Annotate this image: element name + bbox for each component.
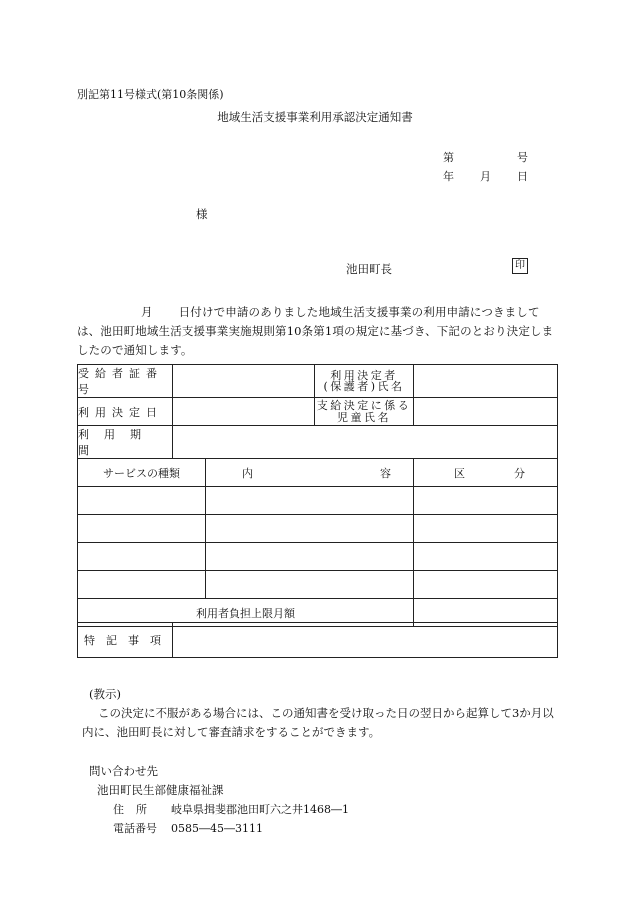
- decision-table: [77, 364, 558, 627]
- date-day: 日: [517, 170, 528, 183]
- table-row: [78, 515, 558, 543]
- date-month: 月: [480, 170, 491, 183]
- table-row: [78, 623, 558, 658]
- decision-date-label: 利用決定日: [78, 398, 173, 426]
- document-number-line: [443, 149, 528, 165]
- instruction-heading: (教示): [89, 687, 121, 701]
- address-label: 住所: [113, 803, 159, 816]
- seal-mark: 印: [512, 258, 528, 274]
- notes-table: [77, 622, 558, 658]
- address-value: 岐阜県揖斐郡池田町六之井1468―1: [171, 803, 349, 816]
- table-row: [78, 459, 558, 487]
- table-row: [78, 487, 558, 515]
- notes-value: [173, 623, 558, 658]
- content-header: 内 容: [206, 459, 414, 487]
- issuer-name: 池田町長: [346, 262, 392, 276]
- user-name-value: [414, 365, 558, 398]
- recipient-suffix: 様: [196, 207, 208, 221]
- child-name-label: 支給決定に係る 児童氏名: [315, 398, 414, 426]
- notes-label: 特記事項: [78, 623, 173, 658]
- phone-value: 0585―45―3111: [171, 822, 263, 835]
- body-month: 月: [141, 305, 153, 319]
- document-title: 地域生活支援事業利用承認決定通知書: [217, 110, 413, 124]
- table-row: [78, 571, 558, 599]
- category-header: 区 分: [414, 459, 558, 487]
- table-row: [78, 426, 558, 459]
- table-row: [78, 365, 558, 398]
- contact-department: 池田町民生部健康福祉課: [97, 783, 224, 797]
- instruction-text: この決定に不服がある場合には、この通知書を受け取った日の翌日から起算して3か月以内に、池田町長に対して審査請求をすることができます。: [82, 706, 554, 739]
- contact-heading: 問い合わせ先: [89, 764, 158, 778]
- burden-limit-label: 利用者負担上限月額: [78, 599, 414, 627]
- body-part1: 日付けで申請のありました地域生活支援事業の利用申請につきまし: [178, 305, 528, 319]
- date-year: 年: [443, 170, 454, 183]
- service-type-header: サービスの種類: [78, 459, 206, 487]
- recipient-cert-value: [173, 365, 315, 398]
- phone-label: 電話番号: [113, 822, 157, 835]
- decision-date-value: [173, 398, 315, 426]
- recipient-cert-label: 受給者証番号: [78, 365, 173, 398]
- contact-address: [113, 801, 349, 817]
- body-part2: ては、池田町地域生活支援事業実施規則第10条第1項の規定に基づき、下記のとおり決定しましたので通知します。: [77, 305, 554, 357]
- contact-phone: [113, 820, 263, 836]
- number-prefix: 第: [443, 151, 454, 164]
- form-number: 別記第11号様式(第10条関係): [77, 88, 224, 101]
- table-row: [78, 398, 558, 426]
- notice-body: [77, 303, 557, 360]
- child-name-value: [414, 398, 558, 426]
- number-suffix: 号: [517, 151, 528, 164]
- period-label: 利用期間: [78, 426, 173, 459]
- user-name-label: 利用決定者 (保護者)氏名: [315, 365, 414, 398]
- document-date-line: [443, 168, 528, 184]
- period-value: [173, 426, 558, 459]
- table-row: [78, 543, 558, 571]
